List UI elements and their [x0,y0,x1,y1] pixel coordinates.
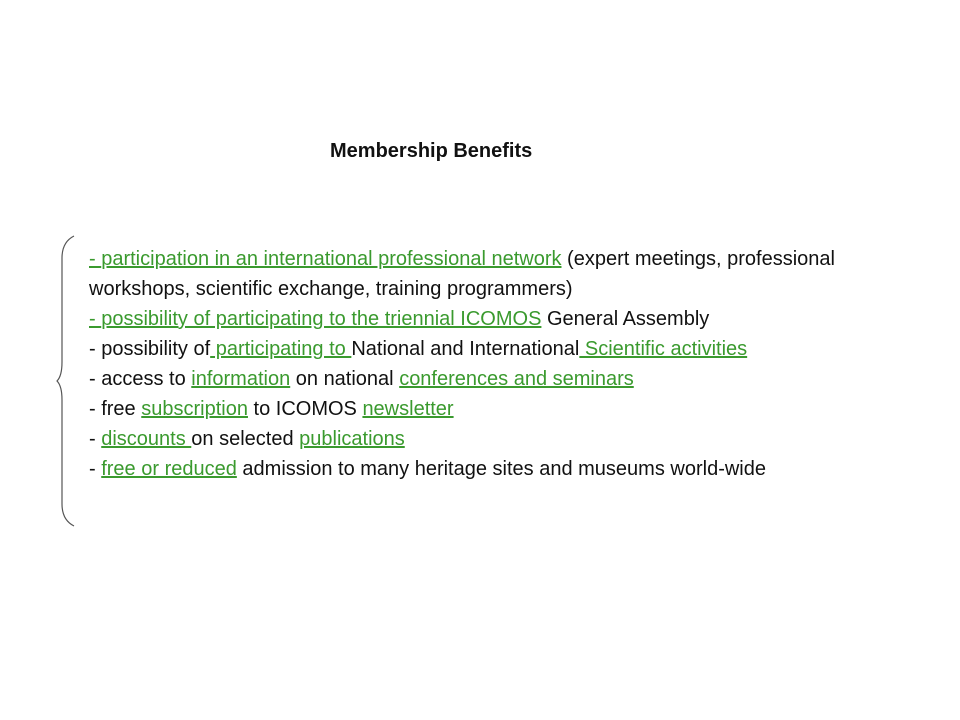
benefit-link-dash[interactable]: - [89,248,102,270]
link-triennial-icomos[interactable]: possibility of participating to the triennial ICOMOS [101,308,542,330]
benefit-text: - possibility of [89,338,211,360]
link-general-assembly-dash[interactable]: - [89,308,102,330]
benefit-text: - [89,428,102,450]
benefit-text: on national [290,368,400,390]
benefit-text: to ICOMOS [247,398,363,420]
benefit-item-scientific-activities [89,334,879,364]
link-subscription[interactable]: subscription [141,398,248,420]
benefit-text: on selected [191,428,300,450]
benefit-text: National and International [351,338,580,360]
benefits-list [89,244,879,484]
link-international-network[interactable]: participation in an international professional network [101,248,562,270]
benefit-item-newsletter [89,394,879,424]
link-free-or-reduced[interactable]: free or reduced [101,458,237,480]
link-scientific-activities[interactable]: Scientific activities [579,338,748,360]
benefit-item-heritage-sites [89,454,879,484]
link-conferences-seminars[interactable]: conferences and seminars [399,368,634,390]
benefit-item-network [89,244,879,304]
benefit-text: admission to many heritage sites and museums world-wide [236,458,766,480]
benefit-item-general-assembly [89,304,879,334]
link-publications[interactable]: publications [299,428,405,450]
benefit-text: - [89,458,102,480]
benefit-text: - free [89,398,142,420]
benefit-text: General Assembly [541,308,710,330]
link-information[interactable]: information [191,368,291,390]
benefit-text: - access to [89,368,192,390]
benefit-text: (expert meetings, professional workshops, scientific exchange, training programmers) [89,248,835,300]
left-brace-decoration [56,234,76,528]
link-discounts[interactable]: discounts [101,428,192,450]
link-newsletter[interactable]: newsletter [362,398,454,420]
page-title: Membership Benefits [330,140,533,162]
benefit-item-publications [89,424,879,454]
link-participating-to[interactable]: participating to [210,338,352,360]
benefit-item-information [89,364,879,394]
